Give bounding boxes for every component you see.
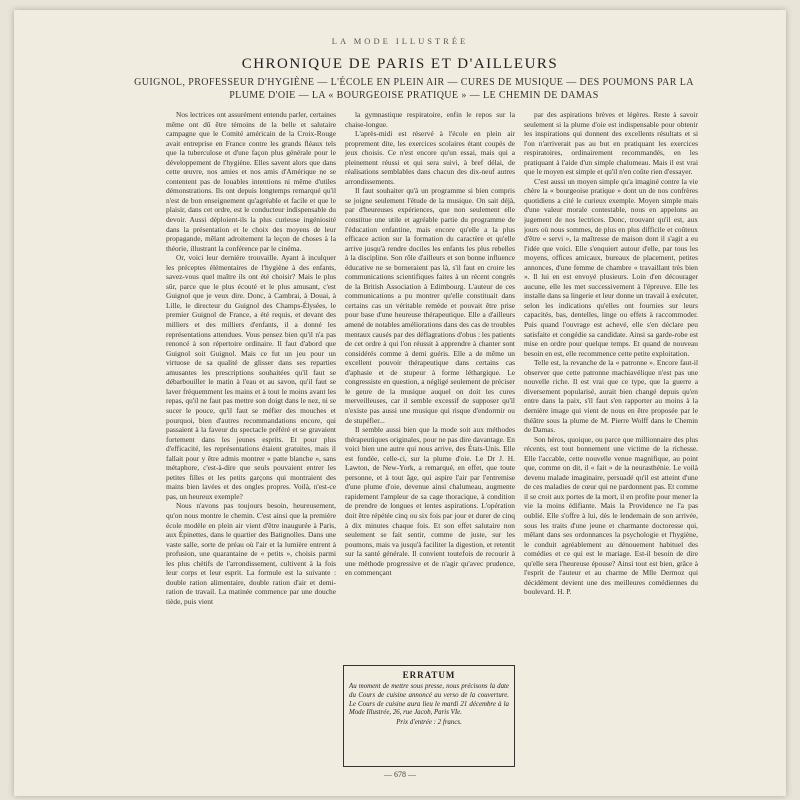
paragraph: Son héros, quoique, ou parce que millionnaire des plus récents, est tout bonnement une victime de la richesse. Elle l'accable, cette nouvelle venue magnifique, au point que, comme on dit, il « fait » de la neurasthénie. Le voilà devenu malade imaginaire, persuadé qu'il est atteint d'une de ces maladies de cœur qui ne pardonnent pas. Et comme il se croit aux portes de la mort, il en profite pour mener la vie la moins édifiante. Mais la Providence ne l'a pas oublié. Elle s'offre à lui, dès le lendemain de son arrivée, sous les traits d'une jeune et charmante doctoresse qui, mêlant dans ses ordonnances la psychologie et l'hygiène, le conduit agréablement au dénouement habituel des comédies et ce qui est le mariage. Est-il besoin de dire qu'elle sera l'heureuse épouse? Ainsi tout est bien, grâce à l'esprit de l'auteur et au charme de Mlle Dermoz qui décidément devient une des meilleures comédiennes du boulevard. H. P. (524, 434, 698, 597)
erratum-body: Au moment de mettre sous presse, nous précisons la date du Cours de cuisine annoncé au verso de la couverture. Le Cours de cuisine aura lieu le mardi 21 décembre à la Mode Illustrée, 26, rue Jacob, Paris VIe. (349, 683, 509, 717)
paragraph: Il faut souhaiter qu'à un programme si bien compris se joigne seulement l'étude de la musique. On sait déjà, par d'heureuses expériences, que non seulement elle constitue une utile et agréable partie du programme de l'éducation enfantine, mais encore qu'elle a la plus efficace action sur la formation du caractère et qu'elle arrive jusqu'à rendre dociles les enfants les plus rebelles à la discipline. Son rôle d'ailleurs et son bonne influence éducative ne se borneraient pas là, s'il faut en croire les communications scientifiques faites à un récent congrès de la British Association à Edimbourg. L'auteur de ces communications a pu montrer qu'elle constituait dans certains cas un véritable remède et pouvait être prise pour base d'une heureuse thérapeutique. Elle a d'ailleurs amené de notables améliorations dans des cas de troubles mentaux causés par des déflagrations d'obus : les patients de cet ordre à qui l'on réussit à apprendre à chanter sont considérés comme à demi guéris. Elle a de même un excellent pouvoir thérapeutique dans certains cas d'aphasie et de stupeur à forme léthargique. Le congressiste en question, a négligé seulement de préciser le genre de la musique auquel on doit les cures merveilleuses, car il semble excessif de supposer qu'il n'existe pas aussi une musique qui risque d'endormir ou de stupéfier... (345, 186, 515, 425)
paragraph: C'est aussi un moyen simple qu'a imaginé contre la vie chère la « bourgeoise pratique » dont un de nos confrères quotidiens a cité le curieux exemple. Moyen simple mais d'une valeur morale contestable, nous en appelons au jugement de nos lectrices. Donc, trouvant qu'il est, aux jours où nous sommes, de plus en plus difficile et coûteux d'être « servi », la maîtresse de maison dont il s'agit a eu l'idée que voici. Elle s'enquiert autour d'elle, par tous les moyens, offices amicaux, bureaux de placement, petites annonces, d'une femme de chambre « travaillant très bien ». Il lui en est envoyé plusieurs. Loin d'en décourager aucune, elle les met successivement à l'épreuve. Elle les installe dans sa lingerie et leur donne un travail à exécuter, selon les indications qu'elles ont fournies sur leurs capacités, bas, dentelles, linge ou effets à raccommoder. Puis quand l'ouvrage est achevé, elle s'en déclare peu satisfaite et congédie sa candidate. Ainsi sa garde-robe est mise en ordre pour quelque temps. Et quand de nouveau besoin en est, elle recommence cette petite exploitation. (524, 176, 698, 358)
erratum-box (343, 665, 515, 767)
paragraph: Nous n'avons pas toujours besoin, heureusement, qu'on nous montre le chemin. C'est ainsi que la première école modèle en plein air vient d'être inaugurée à Paris, aux Épinettes, dans le quartier des Batignolles. Dans une vaste salle, sorte de préau où l'air et la lumière entrent à profusion, une quarantaine de « petits », choisis parmi les plus chétifs de l'arrondissement, cultivent à la fois leur corps et leur esprit. La formule est la suivante : double ration alimentaire, double ration d'air et demi-ration de travail. La matinée commence par une douche tiède, puis vient (166, 501, 336, 606)
paragraph: Nos lectrices ont assurément entendu parler, certaines même ont dû être témoins de la belle et salutaire campagne que le Comité américain de la Croix-Rouge avait entreprise en France contre les grands fléaux tels que la tuberculose et d'une façon plus générale pour le développement de l'hygiène. Elles savent alors que dans cette œuvre, nos amies et nos amis d'Amérique ne se contentent pas de louables intentions ni même d'utiles démonstrations. Ils ont depuis longtemps remarqué qu'il n'est de bon enseignement qu'agréable et facile et que le plaisir, dans cet ordre, est le conducteur indispensable du devoir. Aussi déploient-ils la plus curieuse ingéniosité dans la présentation et le choix des moyens de leur propagande, mêlant adroitement la leçon de choses à la théorie, illustrant la conférence par le cinéma. (166, 110, 336, 253)
paragraph: Or, voici leur dernière trouvaille. Ayant à inculquer les préceptes élémentaires de l'hygiène à des enfants, savez-vous quel maître ils ont été choisir? Mais le plus sûr, parce que le plus écouté et le plus amusant, c'est Guignol que je veux dire. Donc, à Cambrai, à Douai, à Lille, le directeur du Guignol des Champs-Élysées, le premier Guignol de France, a été requis, et devant des milliers et des milliers d'enfants, il a donné les représentations attendues. Vous pensez bien qu'il n'a pas renoncé à son répertoire ordinaire. Il faut d'abord que Guignol soit Guignol. Mais ce fut un jeu pour un virtuose de sa qualité de glisser dans ses reparties amusantes les prescriptions souhaitées qu'il faut se débarbouiller le matin à l'eau et au savon, qu'il faut se laver fréquemment les mains et à tout le moins avant les repas, qu'il ne faut pas mettre son doigt dans le nez, ni se sucer le pouce, qu'il faut se méfier des mouches et pourquoi, bien d'autres recommandations encore, qui passaient à la faveur du spectacle préféré et se gravaient fortement dans les jeunes esprits. Et pour plus d'efficacité, les représentations étaient gratuites, mais il fallait pour y être admis montrer « patte blanche », sans métaphore, c'est-à-dire que seuls pouvaient entrer les petites filles et les petits garçons qui montraient des mains bien lavées et des ongles propres. Voilà, n'est-ce pas, un heureux exemple? (166, 253, 336, 501)
text-column-3 (524, 110, 698, 760)
page-number: — 678 — (384, 770, 416, 779)
text-column-1 (166, 110, 336, 760)
paragraph: Telle est, la revanche de la « patronne ». Encore faut-il observer que cette patronne machiavélique n'est pas une nouvelle riche. Il est vrai que ce type, que la guerre a diversement popularisé, aurait bien changé depuis qu'en entre dans la paix, s'il faut s'en rapporter au moins à la dernière image qui vient de nous en être proposée par le théâtre sous la plume de M. Pierre Wolff dans le Chemin de Damas. (524, 358, 698, 435)
erratum-title: ERRATUM (402, 670, 456, 680)
paragraph: la gymnastique respiratoire, enfin le repos sur la chaise-longue. (345, 110, 515, 129)
erratum-footer: Prix d'entrée : 2 francs. (396, 719, 462, 727)
article-title: CHRONIQUE DE PARIS ET D'AILLEURS (241, 56, 559, 72)
text-column-2 (345, 110, 515, 655)
paragraph: Il semble aussi bien que la mode soit aux méthodes thérapeutiques originales, pour ne pas dire davantage. En voici bien une autre qui nous arrive, des États-Unis. Elle est fondée, celle-ci, sur la plume d'oie. Le Dr J. H. Lawton, de New-York, a remarqué, en effet, que toute personne, et à tout âge, qui aspire l'air par l'entremise d'une plume d'oie, devenue ainsi chalumeau, augmente rapidement l'ampleur de sa cage thoracique, à condition de prendre de longues et lentes aspirations. L'opération doit être répétée cinq ou six fois par jour et durer de cinq à dix minutes chaque fois. Et son effet salutaire non seulement se fait sentir, comme de juste, sur les poumons, mais va jusqu'à faciliter la digestion, et retentit sur la santé générale. Il convient toutefois de recourir à une méthode progressive et de n'agir qu'avec prudence, en commençant (345, 425, 515, 578)
paragraph: par des aspirations brèves et légères. Reste à savoir seulement si la plume d'oie est indispensable pour obtenir les inspirations qui donnent des excellents résultats et si l'on n'arriverait pas au but en pratiquant les exercices respiratoires, ordinairement recommandés, en les pratiquant à l'aide d'un simple chalumeau. Mais il est vrai que le moyen est simple et qu'il n'en coûte rien d'essayer. (524, 110, 698, 177)
paragraph: L'après-midi est réservé à l'école en plein air proprement dite, les exercices scolaires étant coupés de jeux choisis. Ce n'est encore qu'un essai, mais qui a pleinement réussi et qui sera suivi, à bref délai, de réalisations semblables dans chacun des dix-neuf autres arrondissements. (345, 129, 515, 186)
magazine-page (14, 10, 786, 796)
article-subtitle: GUIGNOL, PROFESSEUR D'HYGIÈNE — L'ÉCOLE EN PLEIN AIR — CURES DE MUSIQUE — DES POUMONS PAR LA PLUME D'OIE — LA « BOURGEOISE PRATIQUE » — LE CHEMIN DE DAMAS (134, 77, 694, 101)
running-title: LA MODE ILLUSTRÉE (331, 36, 469, 46)
